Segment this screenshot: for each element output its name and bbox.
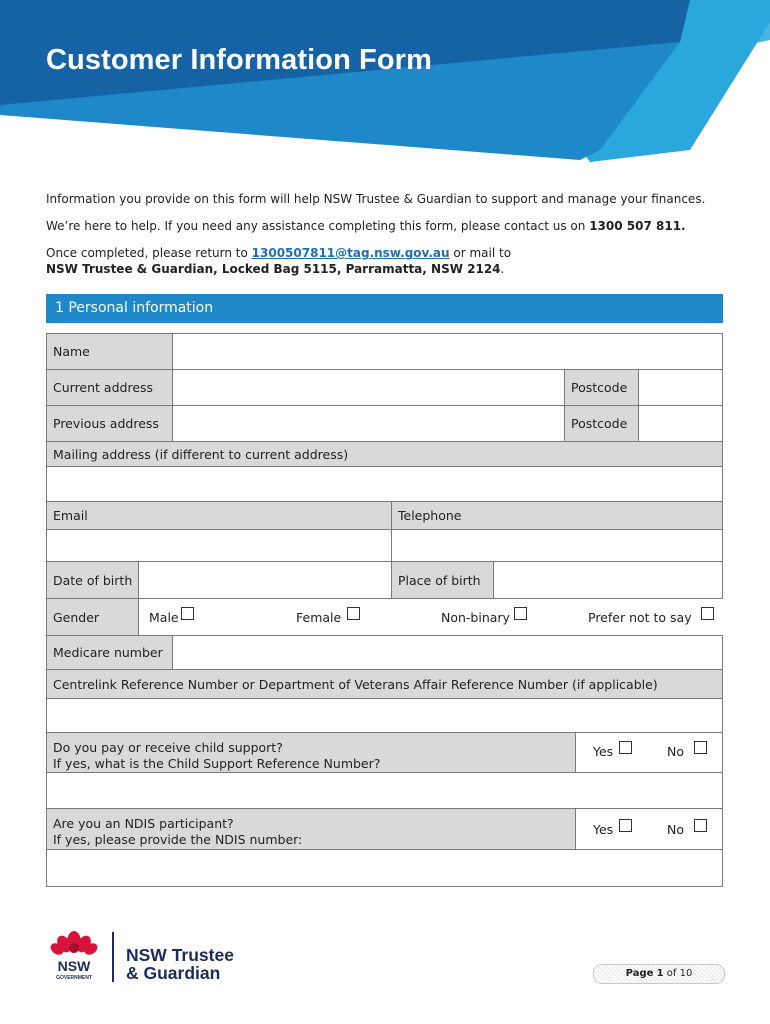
- page-of: of 10: [666, 968, 693, 979]
- intro-text: [46, 191, 736, 277]
- org-name-line2: & Guardian: [126, 963, 221, 983]
- current-address-label: Current address: [46, 369, 173, 406]
- child-support-yes[interactable]: [593, 744, 632, 759]
- org-name-line1: NSW Trustee: [126, 945, 234, 965]
- current-postcode-input[interactable]: [638, 369, 723, 406]
- page-indicator: [593, 964, 725, 984]
- current-postcode-label: Postcode: [564, 369, 639, 406]
- logo-divider: [112, 932, 114, 982]
- ndis-question: [46, 808, 576, 850]
- page-word: Page: [625, 968, 654, 979]
- dob-label: Date of birth: [46, 561, 139, 599]
- org-name: [126, 946, 234, 982]
- child-support-number-input[interactable]: [46, 772, 723, 809]
- gender-female-checkbox[interactable]: [347, 607, 360, 620]
- yes-label: Yes: [593, 744, 614, 759]
- child-support-question: [46, 732, 576, 773]
- mail-address-end: .: [500, 262, 505, 276]
- medicare-input[interactable]: [172, 635, 723, 670]
- page-current: 1: [656, 968, 664, 979]
- name-label: Name: [46, 333, 173, 370]
- nsw-government-logo: [46, 926, 102, 982]
- gender-option-label: Non-binary: [441, 610, 510, 625]
- place-of-birth-label: Place of birth: [391, 561, 494, 599]
- page-title: Customer Information Form: [46, 44, 432, 76]
- ndis-no[interactable]: [667, 822, 707, 837]
- gender-option-prefer-not-to-say[interactable]: [588, 610, 714, 625]
- help-text: We’re here to help. If you need any assistance completing this form, please contact us on: [46, 219, 590, 233]
- return-text-suffix: or mail to: [449, 246, 512, 260]
- medicare-label: Medicare number: [46, 635, 173, 670]
- gender-option-label: Male: [149, 610, 179, 625]
- current-address-input[interactable]: [172, 369, 565, 406]
- child-support-no-checkbox[interactable]: [694, 741, 707, 754]
- waratah-icon: [48, 931, 99, 957]
- place-of-birth-input[interactable]: [493, 561, 723, 599]
- header-banner: [0, 0, 770, 170]
- previous-address-input[interactable]: [172, 405, 565, 442]
- gender-option-label: Prefer not to say: [588, 610, 692, 625]
- logo-nsw-text: NSW: [57, 958, 91, 974]
- previous-postcode-input[interactable]: [638, 405, 723, 442]
- ndis-question-line1: Are you an NDIS participant?: [53, 816, 234, 831]
- dob-input[interactable]: [138, 561, 392, 599]
- email-field[interactable]: [46, 529, 392, 562]
- ndis-yes-checkbox[interactable]: [619, 819, 632, 832]
- mailing-address-label: Mailing address (if different to current address): [46, 441, 723, 467]
- email-label: Email: [46, 501, 392, 530]
- yes-label: Yes: [593, 822, 614, 837]
- return-email-link[interactable]: 1300507811@tag.nsw.gov.au: [251, 246, 450, 260]
- mail-address: NSW Trustee & Guardian, Locked Bag 5115, Parramatta, NSW 2124: [46, 262, 501, 276]
- gender-option-female[interactable]: [296, 610, 360, 625]
- telephone-label: Telephone: [391, 501, 723, 530]
- child-support-question-line2: If yes, what is the Child Support Reference Number?: [53, 756, 381, 771]
- gender-male-checkbox[interactable]: [181, 607, 194, 620]
- gender-label: Gender: [46, 598, 139, 636]
- telephone-field[interactable]: [391, 529, 723, 562]
- ndis-question-line2: If yes, please provide the NDIS number:: [53, 832, 303, 847]
- gender-option-label: Female: [296, 610, 342, 625]
- section-header-personal-information: 1 Personal information: [46, 294, 723, 323]
- child-support-yes-checkbox[interactable]: [619, 741, 632, 754]
- no-label: No: [667, 744, 684, 759]
- ndis-yes[interactable]: [593, 822, 632, 837]
- previous-postcode-label: Postcode: [564, 405, 639, 442]
- return-text: Once completed, please return to: [46, 246, 252, 260]
- centrelink-label: Centrelink Reference Number or Department of Veterans Affair Reference Number (if applicable): [46, 669, 723, 699]
- ndis-no-checkbox[interactable]: [694, 819, 707, 832]
- ndis-number-input[interactable]: [46, 849, 723, 887]
- name-input[interactable]: [172, 333, 723, 370]
- mailing-address-input[interactable]: [46, 466, 723, 502]
- previous-address-label: Previous address: [46, 405, 173, 442]
- help-phone: 1300 507 811.: [589, 219, 686, 233]
- no-label: No: [667, 822, 684, 837]
- centrelink-input[interactable]: [46, 698, 723, 733]
- gender-option-non-binary[interactable]: [441, 610, 527, 625]
- gender-prefer-not-checkbox[interactable]: [701, 607, 714, 620]
- intro-paragraph-2: [46, 218, 736, 234]
- gender-non-binary-checkbox[interactable]: [514, 607, 527, 620]
- child-support-question-line1: Do you pay or receive child support?: [53, 740, 283, 755]
- logo-government-text: GOVERNMENT: [56, 975, 92, 981]
- intro-paragraph-3: [46, 245, 736, 277]
- child-support-no[interactable]: [667, 744, 707, 759]
- intro-paragraph-1: Information you provide on this form will help NSW Trustee & Guardian to support and manage your finances.: [46, 192, 706, 206]
- gender-option-male[interactable]: [149, 610, 194, 625]
